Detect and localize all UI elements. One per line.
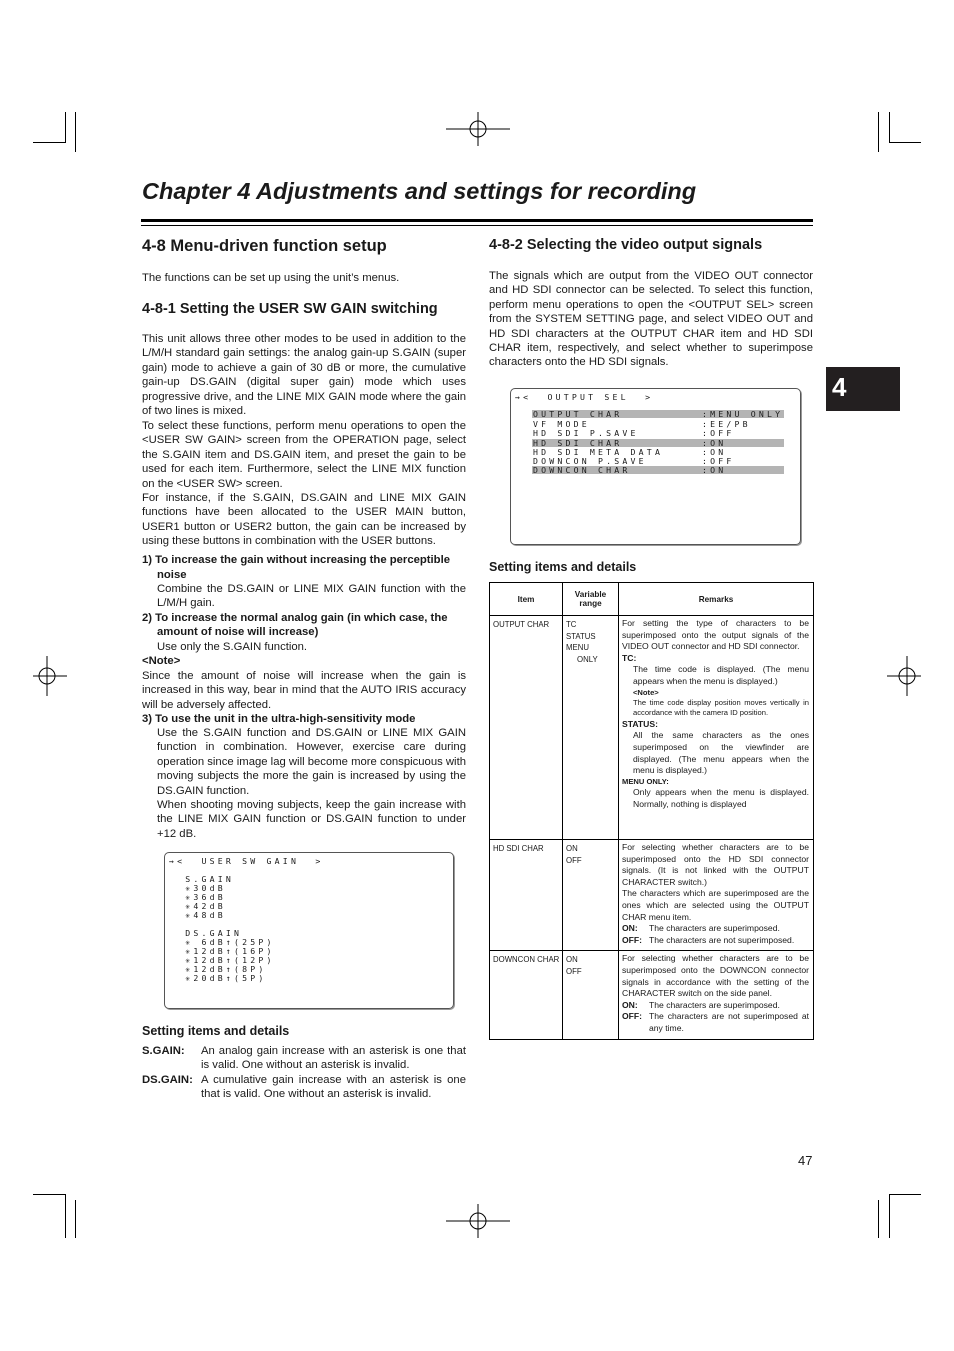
- screen-line: ✳42dB: [169, 901, 226, 911]
- screen-line: S.GAIN: [169, 874, 235, 884]
- screen-line: ✳ 6dB↑(25P): [169, 937, 275, 947]
- screen-value: :MENU ONLY: [702, 409, 784, 419]
- list-item-body: When shooting moving subjects, keep the gain increase with the LINE MIX GAIN function or DS.GAIN function to under +12 dB.: [157, 799, 466, 840]
- settings-heading: Setting items and details: [489, 560, 637, 574]
- remarks-cell: [619, 840, 814, 951]
- remark-label: MENU ONLY:: [622, 776, 669, 786]
- list-item-heading: 2) To increase the normal analog gain (in which case, the: [142, 612, 448, 624]
- screen-title: →< OUTPUT SEL >: [515, 392, 654, 402]
- remark-text: The characters are not superimposed at any time.: [649, 1011, 809, 1033]
- column-header: Variable range: [563, 583, 619, 616]
- settings-heading: Setting items and details: [142, 1024, 290, 1038]
- remarks-cell: [619, 951, 814, 1039]
- subsection-title-1: 4-8-1 Setting the USER SW GAIN switching: [142, 301, 438, 317]
- list-item-body: Use only the S.GAIN function.: [157, 641, 308, 653]
- list-item-heading: amount of noise will increase): [157, 626, 319, 638]
- body-paragraph: This unit allows three other modes to be used in addition to the L/M/H standard gain settings: the analog gain-up S.GAIN (super gain) mode to achieve a gain of 30 dB or more, the cumulative gain-up DS.GAIN (digital super gain) mode which uses progressive drive, and the LINE MIX GAIN mode where the gain of two lines is mixed.: [142, 333, 466, 418]
- screen-item: OUTPUT CHAR: [533, 409, 623, 419]
- note-body: Since the amount of noise will increase when the gain is increased in this way, bear in mind that the AUTO IRIS accuracy will be adversely affected.: [142, 670, 466, 711]
- range-value: STATUS: [566, 631, 596, 641]
- body-paragraph: To select these functions, perform menu operations to open the <USER SW GAIN> screen from the OPERATION page, select the S.GAIN item and DS.GAIN item, and preset the gain to be used for each item. Furthermore, select the LINE MIX function on the <USER SW> screen.: [142, 420, 466, 490]
- body-paragraph: The signals which are output from the VIDEO OUT connector and HD SDI connector can be selected. To select this function, perform menu operations to open the <OUTPUT SEL> screen from the SYSTEM SETTING page, and select VIDEO OUT and HD SDI characters at the OUTPUT CHAR item and HD SDI CHAR item, respectively, and select whether to superimpose characters onto the HD SDI signals.: [489, 270, 813, 369]
- list-item-heading: 3) To use the unit in the ultra-high-sensitivity mode: [142, 713, 416, 725]
- remark-label: ON:: [622, 999, 638, 1010]
- header-rule-thin: [141, 225, 813, 226]
- remark-text: The time code display position moves vertically in accordance with the camera ID position.: [633, 697, 809, 718]
- screen-item: HD SDI META DATA: [533, 447, 664, 457]
- screen-value: :ON: [702, 465, 727, 475]
- table-row: [490, 616, 814, 840]
- range-value: OFF: [566, 966, 582, 976]
- remark-text: For setting the type of characters to be superimposed onto the output signals of the VIDEO OUT connector and HD SDI connector.: [622, 618, 809, 652]
- remark-text: The time code is displayed. (The menu appears when the menu is displayed.): [633, 664, 809, 686]
- screen-item: DOWNCON CHAR: [533, 465, 631, 475]
- note-label: <Note>: [142, 655, 181, 667]
- item-cell: HD SDI CHAR: [490, 840, 563, 951]
- settings-table: [489, 582, 814, 1040]
- page-number: 47: [798, 1153, 813, 1168]
- list-item-heading: 1) To increase the gain without increasing the perceptible: [142, 554, 451, 566]
- list-item-body: Combine the DS.GAIN or LINE MIX GAIN function with the L/M/H gain.: [157, 583, 466, 610]
- remark-text: The characters are not superimposed.: [649, 934, 795, 945]
- screen-line: DS.GAIN: [169, 928, 243, 938]
- range-value: ON: [566, 844, 578, 853]
- screen-value: :OFF: [702, 428, 735, 438]
- remark-label: ON:: [622, 923, 638, 934]
- table-header-row: [490, 583, 814, 616]
- screen-line: →< USER SW GAIN >: [169, 856, 324, 866]
- screen-line: ✳30dB: [169, 883, 226, 893]
- definition-term: DS.GAIN:: [142, 1074, 193, 1086]
- list-item-heading: noise: [157, 569, 187, 581]
- range-value: TC: [566, 620, 577, 629]
- registration-mark-right: [887, 656, 921, 696]
- registration-mark-top: [446, 112, 510, 146]
- range-value: ON: [566, 955, 578, 965]
- body-paragraph: For instance, if the S.GAIN, DS.GAIN and LINE MIX GAIN functions have been allocated to the USER MAIN button, USER1 button or USER2 button, the gain can be increased by using these buttons in combination with the USER buttons.: [142, 492, 466, 548]
- list-item-body: Use the S.GAIN function and DS.GAIN or LINE MIX GAIN function in combination. However, exercise care during operation since image lag will become more conspicuous with moving subjects the more the gain is increased by using the DS.GAIN function.: [157, 727, 466, 797]
- remarks-cell: [619, 616, 814, 840]
- screen-item: VF MODE: [533, 419, 590, 429]
- screen-value: :ON: [702, 438, 727, 448]
- screen-line: ✳12dB↑(16P): [169, 946, 275, 956]
- output-sel-screen: [510, 388, 801, 545]
- range-cell: [563, 840, 619, 951]
- definition-text: A cumulative gain increase with an asterisk is one that is valid. One without an asterisk is invalid.: [201, 1074, 466, 1101]
- remark-text: Only appears when the menu is displayed. Normally, nothing is displayed: [633, 787, 809, 809]
- section-intro: The functions can be set up using the unit’s menus.: [142, 272, 400, 284]
- screen-item: HD SDI P.SAVE: [533, 428, 639, 438]
- screen-item: HD SDI CHAR: [533, 438, 623, 448]
- table-row: [490, 840, 814, 951]
- registration-mark-left: [33, 656, 67, 696]
- range-value: MENU: [566, 643, 589, 652]
- screen-line: ✳48dB: [169, 910, 226, 920]
- screen-value: :ON: [702, 447, 727, 457]
- screen-item: DOWNCON P.SAVE: [533, 456, 647, 466]
- chapter-tab: [826, 367, 900, 411]
- remark-text: The characters which are superimposed are the ones which are selected using the OUTPUT CHAR menu item.: [622, 888, 809, 922]
- column-header: Item: [490, 583, 563, 616]
- user-sw-gain-screen: [164, 852, 454, 1009]
- column-header: Remarks: [619, 583, 814, 616]
- definition-term: S.GAIN:: [142, 1045, 185, 1057]
- remark-text: For selecting whether characters are to be superimposed onto the DOWNCON connector signals in accordance with the setting of the CHARACTER switch on the side panel.: [622, 953, 809, 999]
- range-cell: [563, 616, 619, 840]
- screen-line: ✳20dB↑(5P): [169, 973, 267, 983]
- table-row: [490, 951, 814, 1039]
- definition-text: An analog gain increase with an asterisk is one that is valid. One without an asterisk is invalid.: [201, 1045, 466, 1072]
- screen-line: ✳36dB: [169, 892, 226, 902]
- range-cell: [563, 951, 619, 1039]
- remark-label: TC:: [622, 652, 637, 663]
- range-value: OFF: [566, 855, 582, 865]
- remark-text: All the same characters as the ones superimposed on the viewfinder are displayed. (The menu appears when the menu is displayed.): [633, 730, 809, 776]
- remark-text: The characters are superimposed.: [649, 999, 780, 1010]
- screen-line: ✳12dB↑(12P): [169, 955, 275, 965]
- screen-value: :EE/PB: [702, 419, 751, 429]
- remark-label: <Note>: [633, 687, 659, 697]
- screen-value: :OFF: [702, 456, 735, 466]
- screen-line: ✳12dB↑(8P): [169, 964, 267, 974]
- remark-label: STATUS:: [622, 718, 658, 729]
- remark-text: The characters are superimposed.: [649, 923, 780, 934]
- section-title: 4-8 Menu-driven function setup: [142, 237, 387, 255]
- chapter-title: Chapter 4 Adjustments and settings for recording: [142, 178, 697, 204]
- remark-label: OFF:: [622, 934, 643, 945]
- registration-mark-bottom: [446, 1204, 510, 1238]
- header-rule: [141, 219, 813, 222]
- item-cell: OUTPUT CHAR: [490, 616, 563, 840]
- remark-label: OFF:: [622, 1011, 643, 1022]
- range-value: ONLY: [577, 654, 598, 664]
- subsection-title-2: 4-8-2 Selecting the video output signals: [489, 237, 763, 253]
- remark-text: For selecting whether characters are to be superimposed onto the HD SDI connector signals. (It is not linked with the OUTPUT CHARACTER switch.): [622, 842, 809, 887]
- chapter-tab-number: 4: [832, 372, 847, 402]
- item-cell: DOWNCON CHAR: [490, 951, 563, 1039]
